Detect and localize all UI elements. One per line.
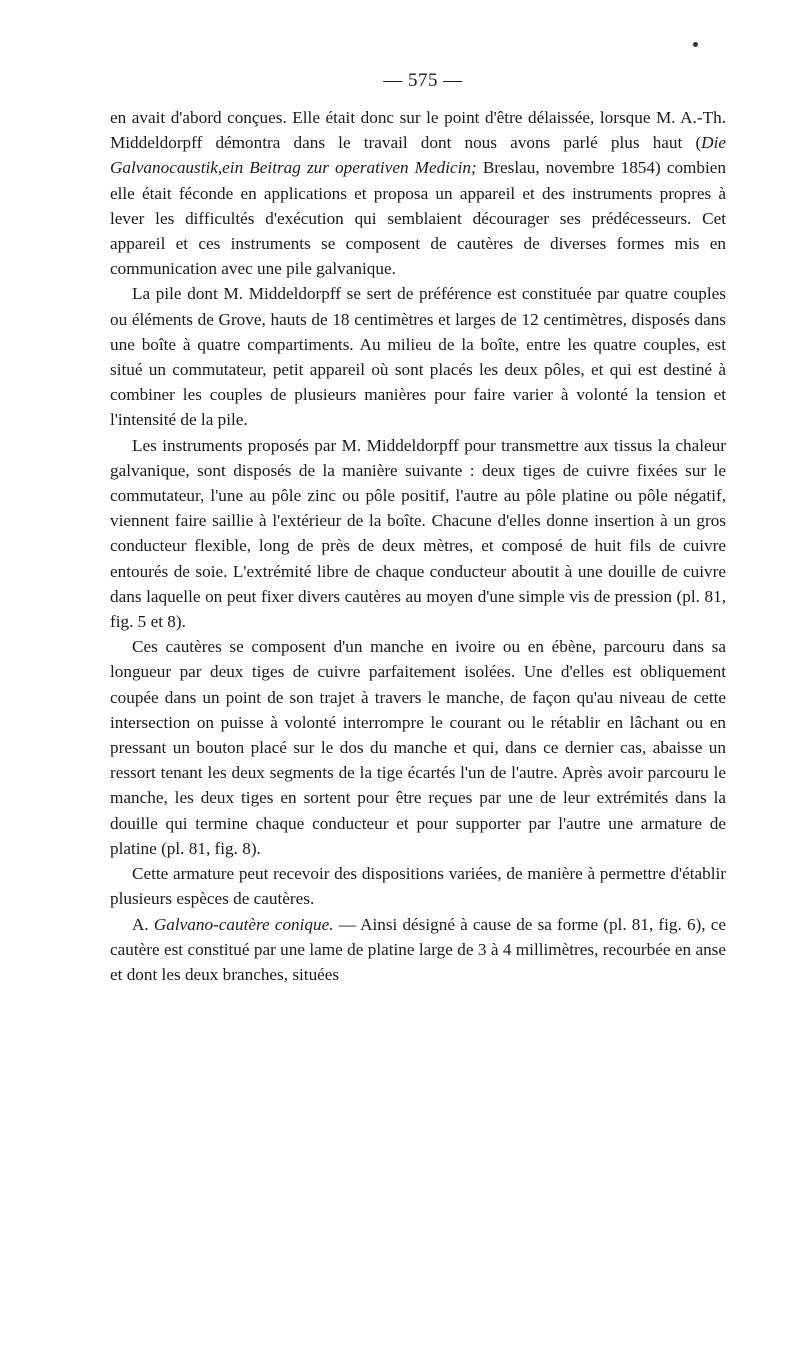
paragraph-2: La pile dont M. Middeldorpff se sert de préférence est constituée par quatre couples ou éléments de Grove, hauts de 18 centimètres et larges de 12 centimètres, disposés dans une boîte à quatre compartiments. Au milieu de la boîte, entre les quatre couples, est situé un commutateur, petit appareil où sont placés les deux pôles, et qui est destiné à combiner les couples de plusieurs manières pour faire varier à volonté la tension et l'intensité de la pile. [110, 284, 726, 430]
paragraph-1-text-b: Breslau, novembre 1854) combien elle était féconde en applications et proposa un appareil et des instruments propres à lever les difficultés d'exécution qui semblaient décourager ses prédécesseurs. Cet appareil et ces instruments se composent de cautères de diverses formes mis en communication avec une pile galvanique. [110, 158, 727, 279]
paragraph-1-text-a: en avait d'abord conçues. Elle était donc sur le point d'être délaissée, lorsque M. A.-Th. Middeldorpff démontra dans le travail dont nous avons parlé plus haut ( [110, 108, 726, 153]
paragraph-4: Ces cautères se composent d'un manche en ivoire ou en ébène, parcouru dans sa longueur par deux tiges de cuivre parfaitement isolées. Une d'elles est obliquement coupée dans un point de son trajet à travers le manche, de façon qu'au niveau de cette intersection on puisse à volonté interrompre le courant ou le rétablir en lâchant ou en pressant un bouton placé sur le dos du manche et qui, dans ce dernier cas, abaisse un ressort tenant les deux segments de la tige écartés l'un de l'autre. Après avoir parcouru le manche, les deux tiges en sortent pour être reçues par une de leur extrémités dans la douille qui termine chaque conducteur et pour supporter par l'autre une armature de platine (pl. 81, fig. 8). [110, 637, 726, 858]
paragraph-6 [110, 912, 726, 988]
paragraph-6-text: — Ainsi désigné à cause de sa forme (pl. 81, fig. 6), ce cautère est constitué par une lame de platine large de 3 à 4 millimètres, recourbée en anse et dont les deux branches, situées [110, 914, 726, 984]
page-number: — 575 — [383, 70, 463, 91]
section-letter: A. [132, 914, 154, 934]
cited-work-title: Die Galvanocaustik,ein Beitrag zur operativen Medicin; [110, 133, 726, 178]
paragraph-3: Les instruments proposés par M. Middeldorpff pour transmettre aux tissus la chaleur galvanique, sont disposés de la manière suivante : deux tiges de cuivre fixées sur le commutateur, l'une au pôle zinc ou pôle positif, l'autre au pôle platine ou pôle négatif, viennent faire saillie à l'extérieur de la boîte. Chacune d'elles donne insertion à un gros conducteur flexible, long de près de deux mètres, et composé de huit fils de cuivre entourés de soie. L'extrémité libre de chaque conducteur aboutit à une douille de cuivre dans laquelle on peut fixer divers cautères au moyen d'une simple vis de pression (pl. 81, fig. 5 et 8). [110, 435, 726, 632]
section-heading-conical-cautery: Galvano-cautère conique. [153, 914, 334, 934]
ink-dot-mark [693, 42, 698, 47]
paragraph-1 [110, 105, 726, 281]
paragraph-5: Cette armature peut recevoir des dispositions variées, de manière à permettre d'établir plusieurs espèces de cautères. [110, 864, 726, 909]
